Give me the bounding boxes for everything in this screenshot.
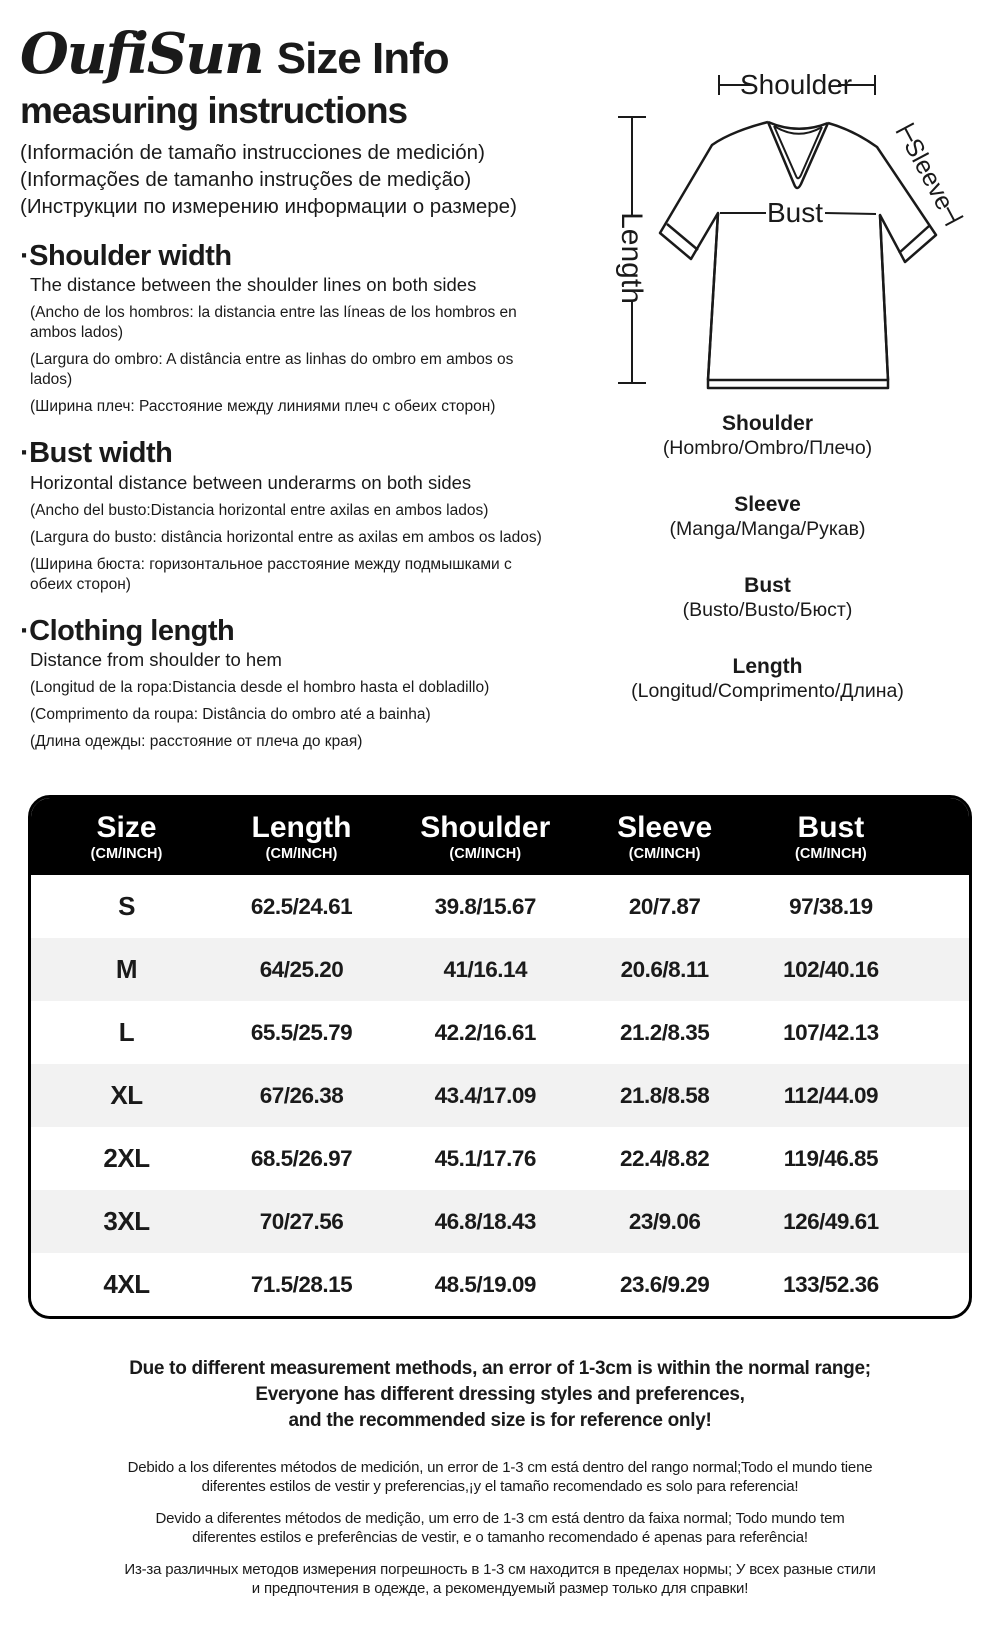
translation-es: (Ancho del busto:Distancia horizontal entre axilas en ambos lados) (30, 501, 489, 519)
column-unit-label: (CM/INCH) (265, 846, 338, 862)
column-header-shoulder (389, 811, 582, 863)
cell-shoulder: 42.2/16.61 (434, 1019, 536, 1045)
page-title: Size Info (276, 34, 449, 83)
table-row-3xl (31, 1190, 969, 1253)
section-title: ·Clothing length (20, 614, 235, 647)
measure-label-sleeve (545, 493, 990, 541)
section-translations (30, 501, 550, 595)
measure-translation: (Longitud/Comprimento/Длина) (631, 680, 904, 702)
section-title: ·Bust width (20, 437, 173, 470)
cell-length: 64/25.20 (259, 956, 344, 982)
column-unit-label: (CM/INCH) (90, 846, 163, 862)
section-description: Horizontal distance between underarms on both sides (30, 471, 472, 493)
translation-ru: (Ширина плеч: Расстояние между линиями плеч с обеих сторон) (30, 398, 496, 416)
cell-length: 65.5/25.79 (250, 1019, 353, 1045)
tshirt-outline (660, 122, 936, 388)
measure-labels-list (545, 412, 990, 736)
translation-pt: (Largura do ombro: A distância entre as linhas do ombro em ambos os lados) (30, 351, 514, 389)
column-label: Bust (797, 811, 865, 844)
brand-logo: OufiSun (20, 21, 263, 87)
cell-bust: 133/52.36 (783, 1271, 879, 1297)
subtitle-translation-pt: (Informações de tamanho instruções de medição) (20, 167, 472, 191)
measure-name: Sleeve (734, 493, 801, 516)
column-header-size (39, 811, 214, 863)
cell-sleeve: 20/7.87 (628, 893, 701, 919)
tshirt-measurement-diagram (570, 45, 990, 417)
instructions-column (20, 21, 568, 752)
cell-shoulder: 45.1/17.76 (434, 1145, 536, 1171)
section-description: Distance from shoulder to hem (30, 649, 282, 671)
section-shoulder-width (20, 240, 568, 417)
sleeve-measure-bracket (892, 122, 966, 228)
section-title: ·Shoulder width (20, 239, 232, 272)
cell-length: 68.5/26.97 (250, 1145, 353, 1171)
measure-name: Bust (744, 574, 791, 597)
cell-length: 67/26.38 (259, 1082, 344, 1108)
table-row-m (31, 938, 969, 1001)
column-header-bust (748, 811, 914, 863)
cell-sleeve: 22.4/8.82 (619, 1145, 710, 1171)
cell-size: M (115, 954, 138, 984)
cell-size: S (118, 891, 135, 921)
column-header-sleeve (582, 811, 748, 863)
cell-bust: 107/42.13 (783, 1019, 879, 1045)
note-line: Debido a los diferentes métodos de medición, un error de 1-3 cm está dentro del rango normal;Todo el mundo tiene (127, 1459, 873, 1476)
subtitle-translation-ru: (Инструкции по измерению информации о размере) (20, 194, 517, 218)
section-translations (30, 678, 550, 752)
section-clothing-length (20, 615, 568, 752)
cell-bust: 97/38.19 (789, 893, 873, 919)
translation-ru: (Ширина бюста: горизонтальное расстояние между подмышками с обеих сторон) (30, 555, 512, 593)
cell-sleeve: 20.6/8.11 (620, 956, 709, 982)
subtitle-translation-es: (Información de tamaño instrucciones de medición) (20, 140, 485, 164)
header-row (20, 21, 568, 87)
cell-shoulder: 39.8/15.67 (434, 893, 536, 919)
cell-bust: 126/49.61 (783, 1208, 879, 1234)
bust-diagram-label: Bust (766, 197, 824, 228)
measure-translation: (Manga/Manga/Рукав) (669, 518, 866, 540)
column-unit-label: (CM/INCH) (628, 846, 701, 862)
cell-length: 62.5/24.61 (250, 893, 353, 919)
translation-es: (Ancho de los hombros: la distancia entre las líneas de los hombros en ambos lados) (30, 304, 517, 342)
note-line: Everyone has different dressing styles and preferences, (255, 1384, 745, 1405)
page-subtitle: measuring instructions (20, 90, 408, 131)
measure-label-length (545, 655, 990, 703)
size-table-body (31, 875, 969, 1316)
column-label: Sleeve (617, 811, 713, 844)
measure-translation: (Busto/Busto/Бюст) (682, 599, 853, 621)
translation-ru: (Длина одежды: расстояние от плеча до края) (30, 733, 363, 751)
table-row-s (31, 875, 969, 938)
subtitle-translations (20, 139, 568, 220)
note-line: and the recommended size is for reference only! (288, 1410, 712, 1431)
cell-sleeve: 23.6/9.29 (619, 1271, 710, 1297)
note-line: Due to different measurement methods, an error of 1-3cm is within the normal range; (129, 1358, 871, 1379)
measure-name: Shoulder (721, 412, 813, 435)
note-line: diferentes estilos de vestir y preferencias,¡y el tamaño recomendado es solo para referencia! (201, 1478, 799, 1495)
note-line: Из-за различных методов измерения погрешность в 1-3 см находится в пределах нормы; У всех разные стили (124, 1561, 876, 1578)
measure-label-shoulder (545, 412, 990, 460)
size-table-header (31, 798, 969, 875)
cell-bust: 119/46.85 (783, 1145, 879, 1171)
note-line: и предпочтения в одежде, а рекомендуемый размер только для справки! (251, 1580, 749, 1597)
note-russian (0, 1560, 1000, 1598)
section-description: The distance between the shoulder lines on both sides (30, 274, 477, 296)
cell-sleeve: 23/9.06 (628, 1208, 701, 1234)
cell-shoulder: 41/16.14 (443, 956, 528, 982)
cell-size: 4XL (103, 1269, 150, 1299)
column-header-length (214, 811, 389, 863)
column-label: Shoulder (420, 811, 551, 844)
length-diagram-label: Length (615, 212, 648, 304)
cell-size: 2XL (103, 1143, 150, 1173)
note-line: Devido a diferentes métodos de medição, um erro de 1-3 cm está dentro da faixa normal; Todo mundo tem (155, 1510, 845, 1527)
column-unit-label: (CM/INCH) (449, 846, 522, 862)
table-row-4xl (31, 1253, 969, 1316)
cell-size: 3XL (103, 1206, 150, 1236)
cell-length: 71.5/28.15 (250, 1271, 353, 1297)
table-row-l (31, 1001, 969, 1064)
translation-pt: (Largura do busto: distância horizontal entre as axilas em ambos os lados) (30, 528, 542, 546)
cell-shoulder: 48.5/19.09 (434, 1271, 536, 1297)
sleeve-diagram-label: Sleeve (898, 134, 959, 215)
cell-length: 70/27.56 (259, 1208, 344, 1234)
column-label: Size (96, 811, 157, 844)
cell-shoulder: 43.4/17.09 (434, 1082, 536, 1108)
note-spanish (0, 1458, 1000, 1496)
section-bust-width (20, 437, 568, 594)
translation-es: (Longitud de la ropa:Distancia desde el hombro hasta el dobladillo) (30, 679, 490, 697)
table-row-xl (31, 1064, 969, 1127)
cell-sleeve: 21.8/8.58 (619, 1082, 710, 1108)
translation-pt: (Comprimento da roupa: Distância do ombro até a bainha) (30, 706, 431, 724)
cell-bust: 112/44.09 (783, 1082, 879, 1108)
note-line: diferentes estilos e preferências de vestir, e o tamanho recomendado é apenas para referência! (192, 1529, 808, 1546)
cell-size: L (118, 1017, 135, 1047)
cell-size: XL (110, 1080, 143, 1110)
shoulder-diagram-label: Shoulder (739, 69, 853, 100)
measure-label-bust (545, 574, 990, 622)
measure-translation: (Hombro/Ombro/Плечо) (662, 437, 873, 459)
tshirt-diagram-svg (570, 45, 990, 417)
column-unit-label: (CM/INCH) (795, 846, 867, 862)
measure-name: Length (732, 655, 803, 678)
table-row-2xl (31, 1127, 969, 1190)
cell-shoulder: 46.8/18.43 (434, 1208, 536, 1234)
note-english (0, 1356, 1000, 1434)
cell-sleeve: 21.2/8.35 (619, 1019, 710, 1045)
column-label: Length (251, 811, 352, 844)
section-translations (30, 303, 550, 417)
cell-bust: 102/40.16 (783, 956, 879, 982)
note-portuguese (0, 1509, 1000, 1547)
size-chart-table (28, 795, 972, 1319)
footer-notes (0, 1356, 1000, 1598)
